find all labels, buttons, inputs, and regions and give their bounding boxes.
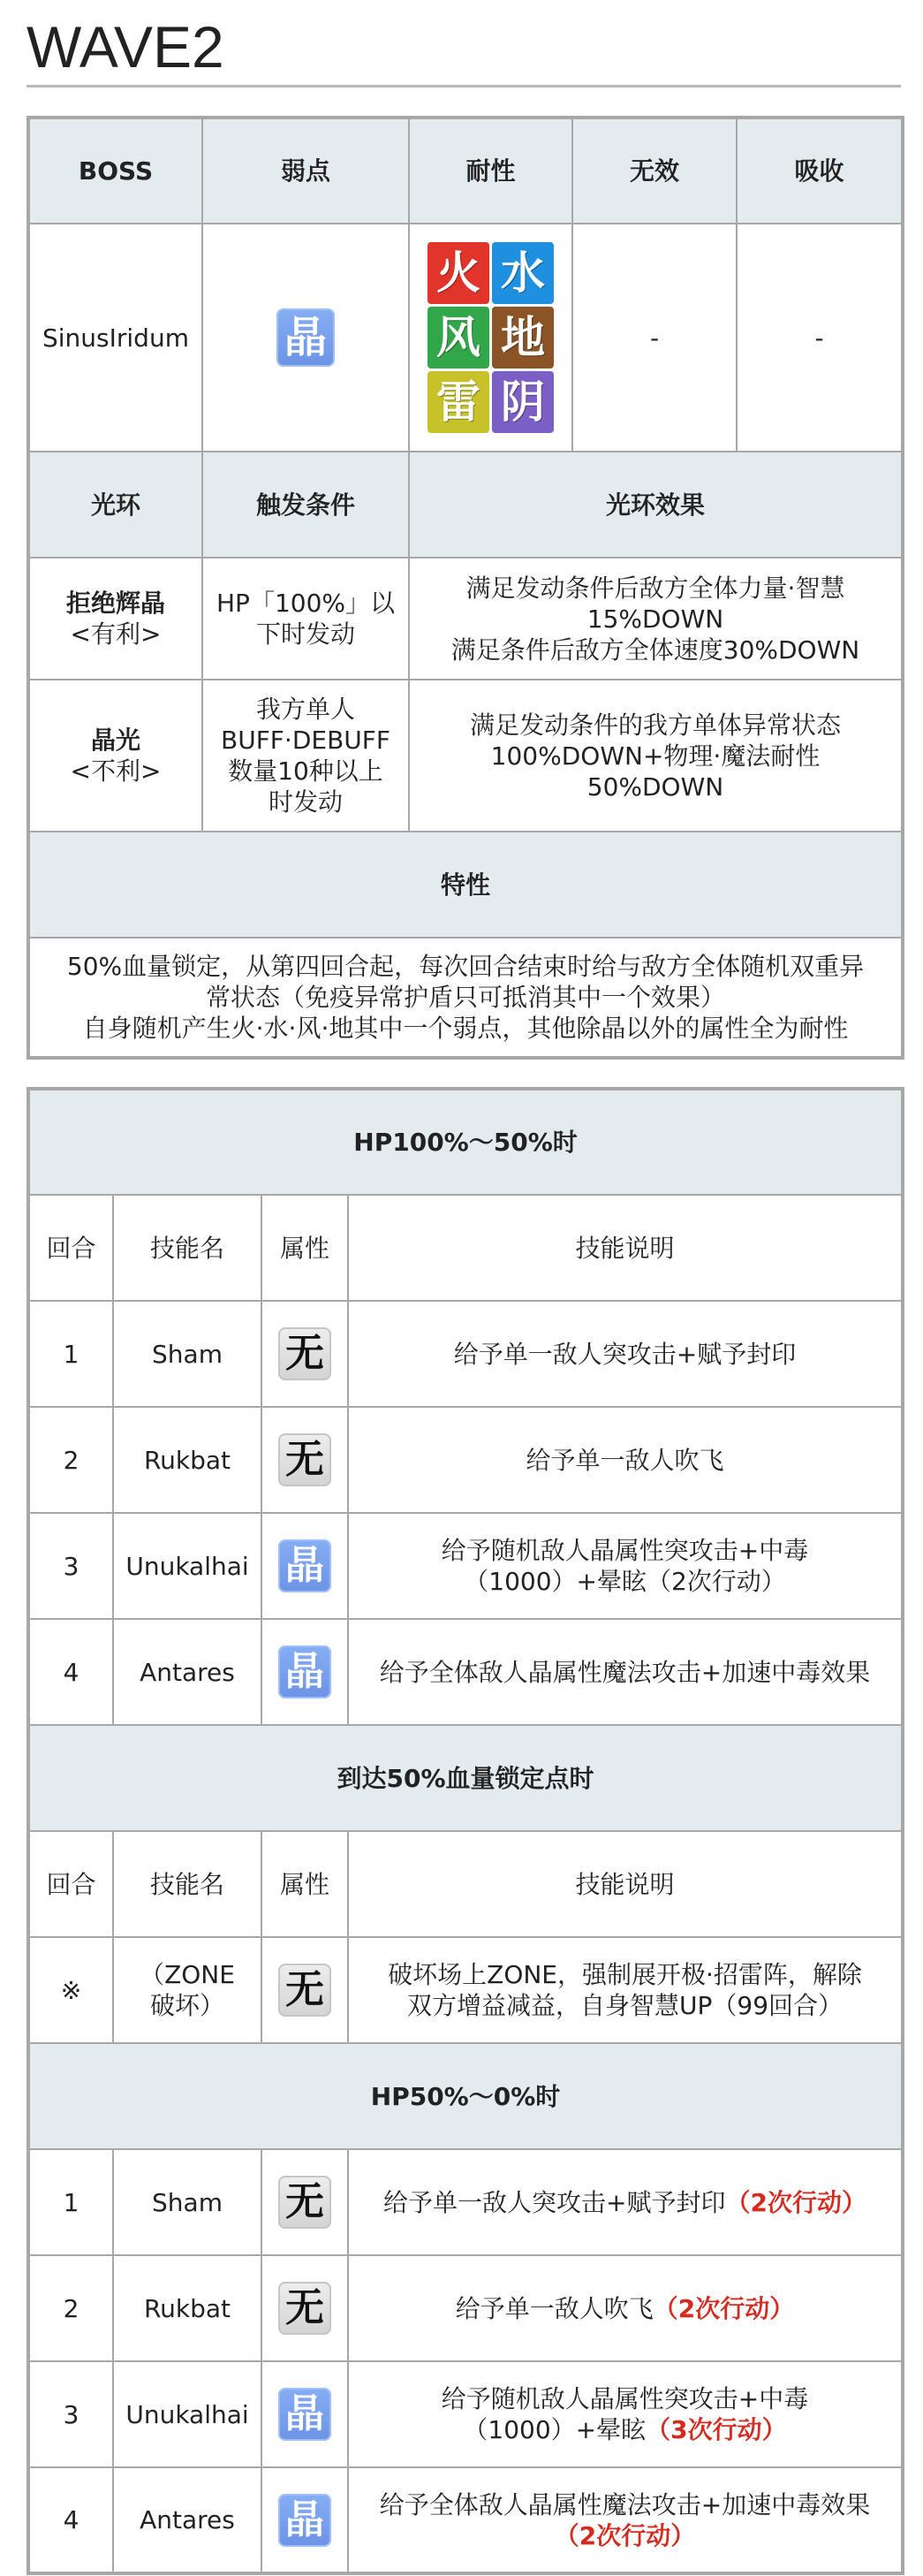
phase1-title: HP100%～50%时: [28, 1089, 903, 1195]
attr-cell: [261, 2255, 348, 2361]
skill-name: Antares: [113, 1619, 261, 1725]
aura-condition-line: 数量10种以上: [228, 756, 383, 786]
skill-desc-line: 给予随机敌人晶属性突攻击+中毒: [441, 1536, 809, 1565]
skill-name: Antares: [113, 2467, 261, 2573]
aura-row: [28, 558, 903, 680]
aura-effect: [409, 558, 903, 680]
skill-name-line: 破坏）: [149, 1991, 224, 2020]
crystal-element-icon: 晶: [278, 2388, 331, 2441]
skill-desc-line: [358, 2414, 892, 2445]
skill-desc-text: （1000）+晕眩: [463, 2415, 647, 2444]
none-element-icon: 无: [278, 2176, 331, 2229]
aura-tag: <不利>: [70, 756, 162, 786]
skill-desc: [348, 2467, 903, 2573]
turn-number: 3: [28, 1513, 113, 1619]
header-aura: 光环: [28, 452, 202, 558]
attr-cell: [261, 2467, 348, 2573]
trait-line: 常状态（免疫异常护盾只可抵消其中一个效果）: [205, 983, 725, 1012]
header-trigger: 触发条件: [202, 452, 409, 558]
aura-name: 晶光: [90, 726, 140, 755]
turn-number: 2: [28, 2255, 113, 2361]
skill-row: [28, 1301, 903, 1407]
phase3-title: HP50%～0%时: [28, 2043, 903, 2149]
weakness-cell: [202, 224, 409, 452]
trait-header-row: [28, 832, 903, 938]
phase-header-row: [28, 1089, 903, 1195]
skill-row: [28, 1937, 903, 2043]
boss-info-table: [26, 116, 904, 1060]
skill-row: [28, 2467, 903, 2573]
column-header-row: [28, 1195, 903, 1301]
attr-cell: [261, 1513, 348, 1619]
skill-row: [28, 2149, 903, 2255]
aura-name: 拒绝辉晶: [65, 589, 165, 618]
earth-element-icon: 地: [492, 307, 554, 369]
skill-name: Unukalhai: [113, 1513, 261, 1619]
attr-cell: [261, 1301, 348, 1407]
col-attr: 属性: [261, 1195, 348, 1301]
skill-desc-line: 破坏场上ZONE，强制展开极·招雷阵，解除: [388, 1960, 862, 1989]
skill-desc: 给予单一敌人突攻击+赋予封印: [348, 1301, 903, 1407]
aura-effect-line: 50%DOWN: [586, 771, 724, 802]
action-count-note: （2次行动）: [554, 2520, 696, 2550]
skill-row: [28, 1407, 903, 1513]
turn-number: 4: [28, 1619, 113, 1725]
skill-row: [28, 1619, 903, 1725]
trait-line: 50%血量锁定，从第四回合起，每次回合结束时给与敌方全体随机双重异: [66, 952, 865, 981]
aura-effect-line: 15%DOWN: [586, 604, 724, 634]
fire-element-icon: 火: [427, 242, 489, 304]
page-title: WAVE2: [26, 14, 224, 80]
header-boss: BOSS: [28, 118, 202, 224]
aura-effect-line: 满足条件后敌方全体速度30%DOWN: [450, 635, 860, 665]
turn-number: 2: [28, 1407, 113, 1513]
skill-desc: 给予全体敌人晶属性魔法攻击+加速中毒效果: [348, 1619, 903, 1725]
turn-number: 4: [28, 2467, 113, 2573]
aura-condition-line: BUFF·DEBUFF: [221, 726, 390, 755]
column-header-row: [28, 1831, 903, 1937]
resistance-icons: [427, 242, 554, 433]
trait-line: 自身随机产生火·水·风·地其中一个弱点，其他除晶以外的属性全为耐性: [82, 1014, 849, 1043]
skill-name: Rukbat: [113, 2255, 261, 2361]
resistance-cell: [409, 224, 572, 452]
crystal-element-icon: 晶: [278, 1539, 331, 1592]
aura-tag: <有利>: [70, 619, 162, 649]
col-turn: 回合: [28, 1195, 113, 1301]
skill-name-line: （ZONE: [140, 1960, 235, 1989]
attr-cell: [261, 1937, 348, 2043]
water-element-icon: 水: [492, 242, 554, 304]
skill-desc-line: （1000）+晕眩（2次行动）: [464, 1567, 786, 1596]
skill-desc: [348, 2149, 903, 2255]
skill-row: [28, 2255, 903, 2361]
crystal-element-icon: 晶: [278, 2494, 331, 2547]
wind-element-icon: 风: [427, 307, 489, 369]
skill-table: [26, 1087, 904, 2575]
skill-row: [28, 1513, 903, 1619]
turn-number: 1: [28, 1301, 113, 1407]
aura-effect-line: 满足发动条件后敌方全体力量·智慧: [465, 573, 845, 603]
phase2-title: 到达50%血量锁定点时: [28, 1725, 903, 1831]
aura-condition: [202, 680, 409, 832]
skill-desc: [348, 2361, 903, 2467]
skill-desc: [348, 1937, 903, 2043]
boss-header-row: [28, 118, 903, 224]
boss-row: [28, 224, 903, 452]
immune-value: -: [572, 224, 737, 452]
aura-condition: HP「100%」以下时发动: [202, 558, 409, 680]
aura-effect-line: 满足发动条件的我方单体异常状态: [469, 710, 841, 740]
skill-desc-text: 给予单一敌人突攻击+赋予封印: [383, 2187, 726, 2217]
skill-name: [113, 1937, 261, 2043]
aura-effect: [409, 680, 903, 832]
turn-number: 3: [28, 2361, 113, 2467]
aura-condition-line: 我方单人: [255, 695, 355, 724]
header-aura-effect: 光环效果: [409, 452, 903, 558]
skill-desc: 给予单一敌人吹飞: [348, 1407, 903, 1513]
skill-desc-line: 给予全体敌人晶属性魔法攻击+加速中毒效果: [379, 2489, 871, 2519]
skill-desc-text: 给予单一敌人吹飞: [455, 2293, 654, 2323]
skill-name: Unukalhai: [113, 2361, 261, 2467]
skill-name: Sham: [113, 2149, 261, 2255]
header-trait: 特性: [28, 832, 903, 938]
trait-row: [28, 938, 903, 1058]
skill-desc: [348, 2255, 903, 2361]
skill-desc-line: 双方增益减益，自身智慧UP（99回合）: [407, 1991, 844, 2020]
skill-row: [28, 2361, 903, 2467]
title-divider: [26, 85, 901, 87]
col-desc: 技能说明: [348, 1195, 903, 1301]
attr-cell: [261, 1619, 348, 1725]
thunder-element-icon: 雷: [427, 371, 489, 433]
none-element-icon: 无: [278, 1964, 331, 2017]
col-attr: 属性: [261, 1831, 348, 1937]
phase-header-row: [28, 1725, 903, 1831]
header-resistance: 耐性: [409, 118, 572, 224]
aura-condition-line: 时发动: [268, 787, 343, 817]
aura-name-cell: [28, 558, 202, 680]
header-weakness: 弱点: [202, 118, 409, 224]
skill-name: Rukbat: [113, 1407, 261, 1513]
trait-text: [28, 938, 903, 1058]
turn-number: 1: [28, 2149, 113, 2255]
aura-effect-line: 100%DOWN+物理·魔法耐性: [490, 741, 821, 771]
action-count-note: （2次行动）: [653, 2293, 795, 2323]
none-element-icon: 无: [278, 1327, 331, 1380]
action-count-note: （2次行动）: [725, 2187, 866, 2217]
boss-name: SinusIridum: [28, 224, 202, 452]
attr-cell: [261, 1407, 348, 1513]
col-turn: 回合: [28, 1831, 113, 1937]
aura-header-row: [28, 452, 903, 558]
aura-row: [28, 680, 903, 832]
attr-cell: [261, 2149, 348, 2255]
absorb-value: -: [737, 224, 903, 452]
crystal-element-icon: 晶: [276, 308, 335, 367]
skill-desc: [348, 1513, 903, 1619]
header-absorb: 吸收: [737, 118, 903, 224]
header-immune: 无效: [572, 118, 737, 224]
col-skill: 技能名: [113, 1831, 261, 1937]
skill-desc-line: 给予随机敌人晶属性突攻击+中毒: [441, 2384, 809, 2413]
none-element-icon: 无: [278, 2282, 331, 2335]
shadow-element-icon: 阴: [492, 371, 554, 433]
turn-number: ※: [28, 1937, 113, 2043]
phase-header-row: [28, 2043, 903, 2149]
col-skill: 技能名: [113, 1195, 261, 1301]
aura-name-cell: [28, 680, 202, 832]
col-desc: 技能说明: [348, 1831, 903, 1937]
skill-name: Sham: [113, 1301, 261, 1407]
crystal-element-icon: 晶: [278, 1645, 331, 1698]
attr-cell: [261, 2361, 348, 2467]
action-count-note: （3次行动）: [646, 2415, 787, 2444]
none-element-icon: 无: [278, 1433, 331, 1486]
